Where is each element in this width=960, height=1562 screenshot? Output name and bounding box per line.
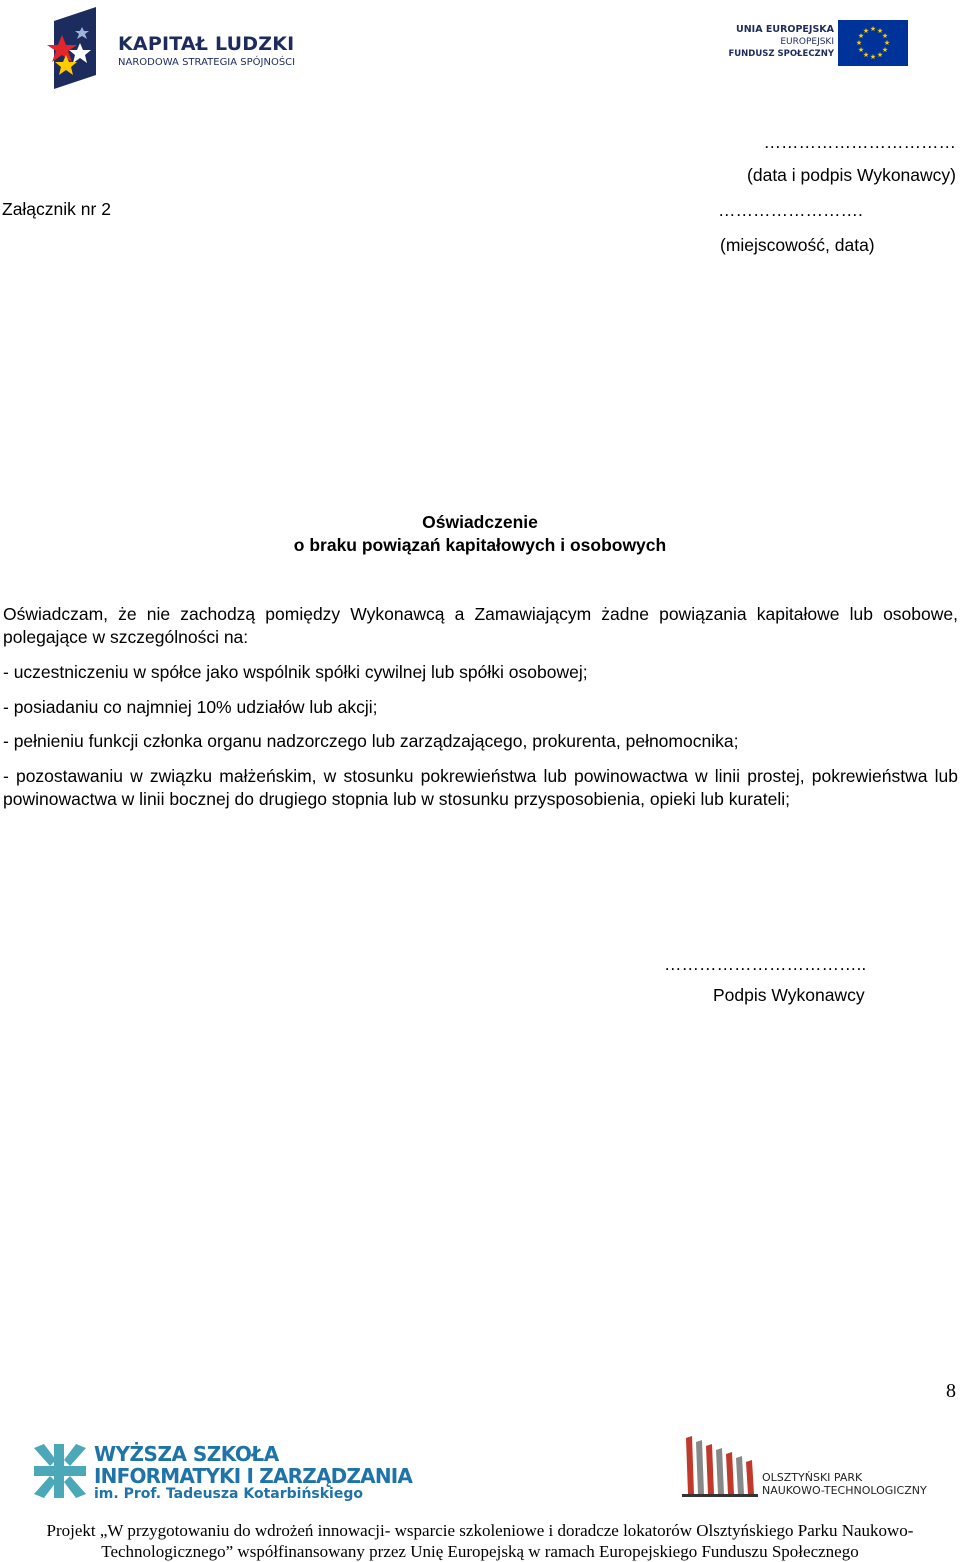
- wsi-line2: INFORMATYKI I ZARZĄDZANIA: [94, 1464, 413, 1488]
- wsi-logo-icon: [30, 1440, 90, 1502]
- wsi-line3: im. Prof. Tadeusza Kotarbińskiego: [94, 1486, 363, 1502]
- opnt-logo: [680, 1432, 760, 1500]
- eu-text: [728, 24, 834, 60]
- list-item: - pełnieniu funkcji członka organu nadzorczego lub zarządzającego, prokurenta, pełnomocnika;: [3, 731, 739, 751]
- list-item: - pozostawaniu w związku małżeńskim, w stosunku pokrewieństwa lub powinowactwa w linii prostej, pokrewieństwa lub powinowactwa w linii bocznej do drugiego stopnia lub w stosunku przysposobienia, opieki lub kurateli;: [3, 766, 958, 809]
- opnt-line2: NAUKOWO-TECHNOLOGICZNY: [762, 1484, 927, 1497]
- kapital-ludzki-logo-icon: [42, 5, 112, 91]
- opnt-logo-icon: [680, 1432, 760, 1500]
- svg-text:★: ★: [876, 51, 884, 59]
- list-item: - posiadaniu co najmniej 10% udziałów lub akcji;: [3, 697, 378, 717]
- svg-text:★: ★: [869, 53, 877, 61]
- place-date-label: (miejscowość, data): [720, 235, 875, 255]
- signature-label: (data i podpis Wykonawcy): [747, 165, 956, 185]
- signature-dots: ……………………………: [763, 132, 956, 152]
- bottom-signature-label: Podpis Wykonawcy: [713, 985, 865, 1005]
- project-line2: Technologicznego” współfinansowany przez Unię Europejską w ramach Europejskiego Funduszu Społecznego: [101, 1542, 859, 1561]
- eu-line1: UNIA EUROPEJSKA: [736, 24, 834, 35]
- opnt-line1: OLSZTYŃSKI PARK: [762, 1471, 863, 1484]
- attachment-label: Załącznik nr 2: [2, 199, 111, 219]
- svg-text:★: ★: [857, 46, 865, 54]
- project-line1: Projekt „W przygotowaniu do wdrożeń innowacji- wsparcie szkoleniowe i doradcze lokatorów Olsztyńskiego Parku Naukowo-: [46, 1521, 914, 1540]
- wsi-line1: WYŻSZA SZKOŁA: [94, 1442, 279, 1466]
- eu-flag-icon: [838, 20, 908, 66]
- svg-text:★: ★: [883, 39, 891, 47]
- wsi-logo: [30, 1440, 90, 1502]
- document-title: Oświadczenie: [422, 512, 538, 532]
- svg-text:★: ★: [869, 25, 877, 33]
- place-dots: …………………….: [718, 200, 863, 220]
- list-item: - uczestniczeniu w spółce jako wspólnik spółki cywilnej lub spółki osobowej;: [3, 662, 588, 682]
- document-subtitle: o braku powiązań kapitałowych i osobowych: [293, 535, 667, 555]
- svg-text:★: ★: [881, 32, 889, 40]
- svg-text:★: ★: [862, 27, 870, 35]
- svg-text:★: ★: [857, 32, 865, 40]
- eu-line2: EUROPEJSKI: [780, 37, 834, 47]
- svg-text:★: ★: [862, 51, 870, 59]
- svg-text:★: ★: [876, 27, 884, 35]
- svg-text:★: ★: [855, 39, 863, 47]
- eu-logo-block: [730, 20, 910, 68]
- intro-paragraph: Oświadczam, że nie zachodzą pomiędzy Wykonawcą a Zamawiającym żadne powiązania kapitałowe lub osobowe, polegające w szczególności na:: [3, 604, 958, 647]
- project-footer: [0, 1520, 960, 1562]
- page-number: 8: [946, 1380, 956, 1402]
- bottom-signature-dots: ……………………………..: [664, 954, 867, 974]
- svg-text:★: ★: [881, 46, 889, 54]
- kapital-ludzki-title: KAPITAŁ LUDZKI: [118, 33, 295, 55]
- eu-line3: FUNDUSZ SPOŁECZNY: [728, 49, 834, 59]
- kapital-ludzki-subtitle: NARODOWA STRATEGIA SPÓJNOŚCI: [118, 57, 296, 68]
